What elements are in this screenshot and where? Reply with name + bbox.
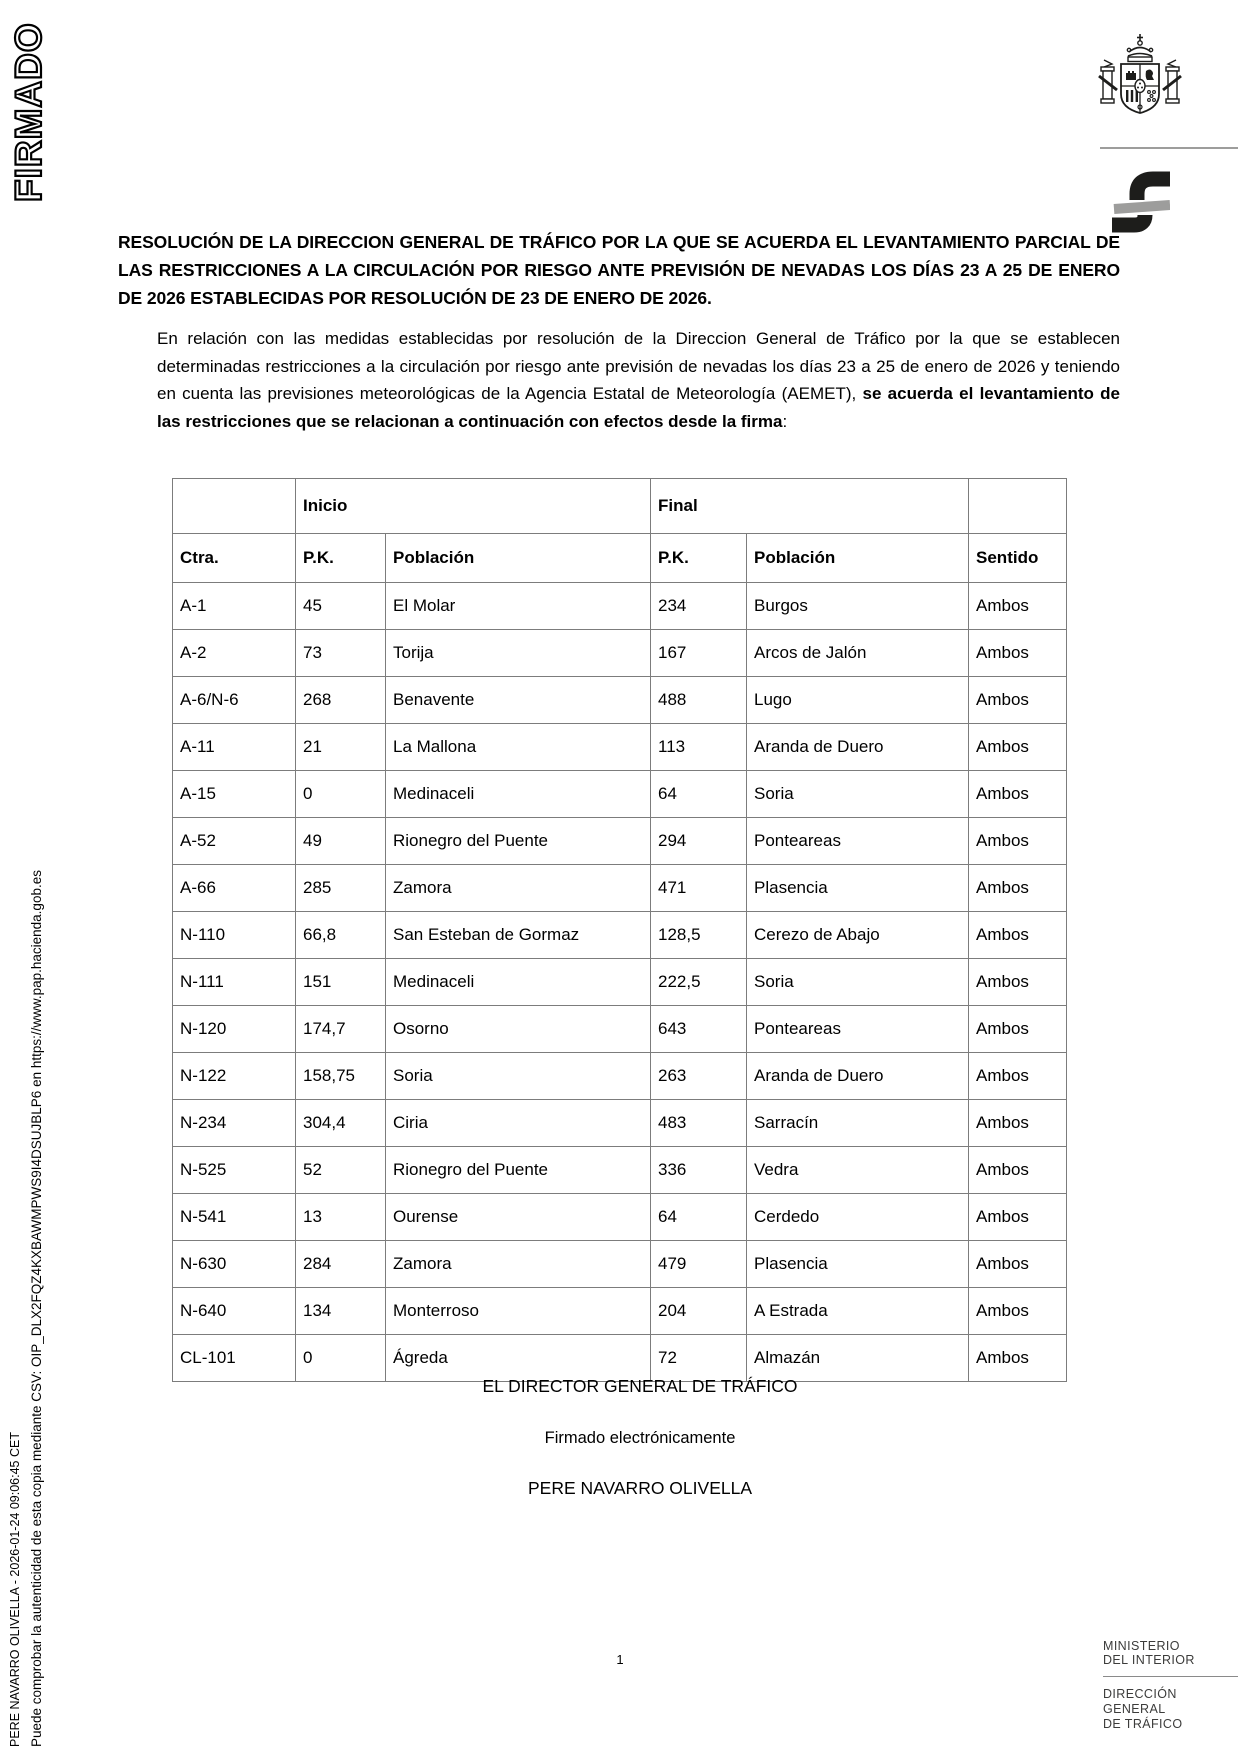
col-header-ctra: Ctra.: [173, 534, 296, 583]
cell-pk-final: 64: [651, 1194, 747, 1241]
restrictions-table: [172, 478, 1067, 1382]
cell-pk-inicio: 0: [296, 771, 386, 818]
cell-ctra: A-11: [173, 724, 296, 771]
group-header-empty-right: [969, 479, 1067, 534]
cell-poblacion-inicio: Medinaceli: [386, 771, 651, 818]
cell-ctra: N-120: [173, 1006, 296, 1053]
cell-ctra: A-1: [173, 583, 296, 630]
cell-pk-inicio: 73: [296, 630, 386, 677]
cell-pk-final: 72: [651, 1335, 747, 1382]
cell-poblacion-inicio: Soria: [386, 1053, 651, 1100]
cell-pk-final: 204: [651, 1288, 747, 1335]
group-header-final: Final: [651, 479, 969, 534]
cell-sentido: Ambos: [969, 1147, 1067, 1194]
table-group-header-row: [173, 479, 1067, 534]
cell-ctra: N-111: [173, 959, 296, 1006]
cell-pk-final: 479: [651, 1241, 747, 1288]
cell-poblacion-final: Arcos de Jalón: [747, 630, 969, 677]
cell-sentido: Ambos: [969, 1288, 1067, 1335]
cell-pk-inicio: 52: [296, 1147, 386, 1194]
cell-sentido: Ambos: [969, 583, 1067, 630]
cell-poblacion-inicio: Benavente: [386, 677, 651, 724]
signature-role: EL DIRECTOR GENERAL DE TRÁFICO: [482, 1376, 798, 1396]
cell-pk-final: 263: [651, 1053, 747, 1100]
cell-sentido: Ambos: [969, 959, 1067, 1006]
cell-pk-final: 488: [651, 677, 747, 724]
agency-name-line1: DIRECCIÓN: [1103, 1687, 1177, 1701]
cell-pk-final: 128,5: [651, 912, 747, 959]
cell-pk-final: 336: [651, 1147, 747, 1194]
cell-ctra: N-525: [173, 1147, 296, 1194]
table-row: [173, 677, 1067, 724]
paragraph-colon: :: [782, 411, 788, 431]
cell-poblacion-final: Soria: [747, 959, 969, 1006]
cell-ctra: A-52: [173, 818, 296, 865]
cell-poblacion-inicio: Monterroso: [386, 1288, 651, 1335]
ministry-name-line2: DEL INTERIOR: [1103, 1653, 1195, 1667]
table-row: [173, 818, 1067, 865]
cell-pk-final: 471: [651, 865, 747, 912]
cell-poblacion-inicio: San Esteban de Gormaz: [386, 912, 651, 959]
cell-poblacion-final: Burgos: [747, 583, 969, 630]
cell-pk-final: 167: [651, 630, 747, 677]
table-row: [173, 1335, 1067, 1382]
group-header-empty-left: [173, 479, 296, 534]
table-row: [173, 1147, 1067, 1194]
cell-pk-inicio: 174,7: [296, 1006, 386, 1053]
table-row: [173, 724, 1067, 771]
cell-poblacion-inicio: Ciria: [386, 1100, 651, 1147]
cell-ctra: N-234: [173, 1100, 296, 1147]
cell-pk-final: 234: [651, 583, 747, 630]
table-row: [173, 771, 1067, 818]
cell-poblacion-inicio: Ágreda: [386, 1335, 651, 1382]
cell-poblacion-final: Lugo: [747, 677, 969, 724]
cell-poblacion-final: Cerezo de Abajo: [747, 912, 969, 959]
cell-pk-inicio: 134: [296, 1288, 386, 1335]
header-rule: [1100, 147, 1238, 149]
signature-block: [200, 1376, 1080, 1499]
table-row: [173, 1288, 1067, 1335]
cell-sentido: Ambos: [969, 677, 1067, 724]
cell-ctra: N-110: [173, 912, 296, 959]
table-row: [173, 1100, 1067, 1147]
document-title: RESOLUCIÓN DE LA DIRECCION GENERAL DE TRÁFICO POR LA QUE SE ACUERDA EL LEVANTAMIENTO PARCIAL DE LAS RESTRICCIONES A LA CIRCULACIÓN POR RIESGO ANTE PREVISIÓN DE NEVADAS LOS DÍAS 23 A 25 DE ENERO DE 2026 ESTABLECIDAS POR RESOLUCIÓN DE 23 DE ENERO DE 2026.: [118, 232, 1120, 308]
col-header-sentido: Sentido: [969, 534, 1067, 583]
cell-poblacion-inicio: Ourense: [386, 1194, 651, 1241]
cell-poblacion-inicio: Torija: [386, 630, 651, 677]
cell-poblacion-inicio: Zamora: [386, 865, 651, 912]
cell-sentido: Ambos: [969, 1335, 1067, 1382]
cell-pk-inicio: 268: [296, 677, 386, 724]
cell-sentido: Ambos: [969, 1194, 1067, 1241]
cell-poblacion-inicio: Rionegro del Puente: [386, 818, 651, 865]
cell-ctra: A-2: [173, 630, 296, 677]
cell-poblacion-inicio: Medinaceli: [386, 959, 651, 1006]
cell-ctra: N-541: [173, 1194, 296, 1241]
cell-poblacion-final: Aranda de Duero: [747, 724, 969, 771]
firmado-text: FIRMADO: [8, 22, 49, 202]
cell-pk-inicio: 285: [296, 865, 386, 912]
cell-ctra: N-630: [173, 1241, 296, 1288]
agency-name-line3: DE TRÁFICO: [1103, 1717, 1183, 1731]
cell-pk-final: 113: [651, 724, 747, 771]
cell-ctra: N-640: [173, 1288, 296, 1335]
body-paragraph: [157, 325, 1120, 435]
col-header-poblacion-inicio: Población: [386, 534, 651, 583]
page-number: 1: [616, 1652, 624, 1667]
cell-pk-final: 64: [651, 771, 747, 818]
cell-ctra: CL-101: [173, 1335, 296, 1382]
paragraph-bold-text: se acuerda el levantamiento de las restricciones que se relacionan a continuación con efectos desde la firma: [157, 384, 1120, 431]
table-row: [173, 630, 1067, 677]
table-row: [173, 1194, 1067, 1241]
cell-poblacion-final: Soria: [747, 771, 969, 818]
cell-poblacion-final: Plasencia: [747, 1241, 969, 1288]
group-header-inicio: Inicio: [296, 479, 651, 534]
cell-pk-inicio: 284: [296, 1241, 386, 1288]
cell-pk-inicio: 158,75: [296, 1053, 386, 1100]
table-row: [173, 959, 1067, 1006]
table-row: [173, 1006, 1067, 1053]
table-row: [173, 912, 1067, 959]
cell-poblacion-inicio: Osorno: [386, 1006, 651, 1053]
cell-ctra: A-15: [173, 771, 296, 818]
cell-pk-inicio: 45: [296, 583, 386, 630]
cell-poblacion-inicio: El Molar: [386, 583, 651, 630]
cell-sentido: Ambos: [969, 1241, 1067, 1288]
cell-pk-inicio: 21: [296, 724, 386, 771]
agency-name-line2: GENERAL: [1103, 1702, 1166, 1716]
table-column-header-row: [173, 534, 1067, 583]
cell-sentido: Ambos: [969, 1053, 1067, 1100]
signature-method: Firmado electrónicamente: [544, 1429, 736, 1447]
cell-pk-final: 483: [651, 1100, 747, 1147]
cell-sentido: Ambos: [969, 912, 1067, 959]
cell-pk-inicio: 66,8: [296, 912, 386, 959]
cell-sentido: Ambos: [969, 630, 1067, 677]
table-row: [173, 583, 1067, 630]
cell-sentido: Ambos: [969, 1006, 1067, 1053]
cell-poblacion-final: Cerdedo: [747, 1194, 969, 1241]
spain-coat-of-arms-icon: [1092, 28, 1188, 136]
col-header-pk-inicio: P.K.: [296, 534, 386, 583]
cell-poblacion-final: Plasencia: [747, 865, 969, 912]
cell-poblacion-final: Ponteareas: [747, 818, 969, 865]
table-row: [173, 1241, 1067, 1288]
cell-ctra: A-6/N-6: [173, 677, 296, 724]
cell-pk-final: 643: [651, 1006, 747, 1053]
cell-sentido: Ambos: [969, 724, 1067, 771]
cell-poblacion-final: A Estrada: [747, 1288, 969, 1335]
cell-sentido: Ambos: [969, 771, 1067, 818]
table-body: [173, 583, 1067, 1382]
cell-sentido: Ambos: [969, 865, 1067, 912]
firmado-watermark: [3, 6, 53, 206]
signer-vertical-text: PERE NAVARRO OLIVELLA - 2026-01-24 09:06:45 CET: [8, 1432, 22, 1747]
restrictions-table-wrap: [172, 478, 1067, 1382]
cell-ctra: N-122: [173, 1053, 296, 1100]
cell-pk-inicio: 304,4: [296, 1100, 386, 1147]
cell-pk-inicio: 49: [296, 818, 386, 865]
dgt-logo-icon: [1112, 170, 1170, 234]
cell-sentido: Ambos: [969, 818, 1067, 865]
signature-name: PERE NAVARRO OLIVELLA: [527, 1478, 752, 1498]
cell-poblacion-inicio: Rionegro del Puente: [386, 1147, 651, 1194]
cell-sentido: Ambos: [969, 1100, 1067, 1147]
paragraph-regular-text: En relación con las medidas establecidas por resolución de la Direccion General de Tráfico por la que se establecen determinadas restricciones a la circulación por riesgo ante previsión de nevadas los días 23 a 25 de enero de 2026 y teniendo en cuenta las previsiones meteorológicas de la Agencia Estatal de Meteorología (AEMET),: [157, 329, 1120, 403]
cell-pk-inicio: 151: [296, 959, 386, 1006]
ministry-divider: [1103, 1676, 1238, 1677]
cell-poblacion-final: Ponteareas: [747, 1006, 969, 1053]
table-row: [173, 865, 1067, 912]
col-header-poblacion-final: Población: [747, 534, 969, 583]
cell-pk-inicio: 13: [296, 1194, 386, 1241]
table-row: [173, 1053, 1067, 1100]
csv-verification-vertical-text: Puede comprobar la autenticidad de esta copia mediante CSV: OIP_DLX2FQZ4KXBAWMPWS9I4DSUJBLP6 en https://www.pap.hacienda.gob.es: [29, 870, 44, 1747]
cell-ctra: A-66: [173, 865, 296, 912]
cell-poblacion-final: Sarracín: [747, 1100, 969, 1147]
cell-poblacion-final: Vedra: [747, 1147, 969, 1194]
col-header-pk-final: P.K.: [651, 534, 747, 583]
cell-pk-final: 294: [651, 818, 747, 865]
cell-pk-final: 222,5: [651, 959, 747, 1006]
cell-poblacion-final: Almazán: [747, 1335, 969, 1382]
cell-poblacion-inicio: Zamora: [386, 1241, 651, 1288]
cell-poblacion-inicio: La Mallona: [386, 724, 651, 771]
cell-poblacion-final: Aranda de Duero: [747, 1053, 969, 1100]
cell-pk-inicio: 0: [296, 1335, 386, 1382]
ministry-block: [1103, 1639, 1240, 1732]
ministry-name-line1: MINISTERIO: [1103, 1639, 1180, 1653]
